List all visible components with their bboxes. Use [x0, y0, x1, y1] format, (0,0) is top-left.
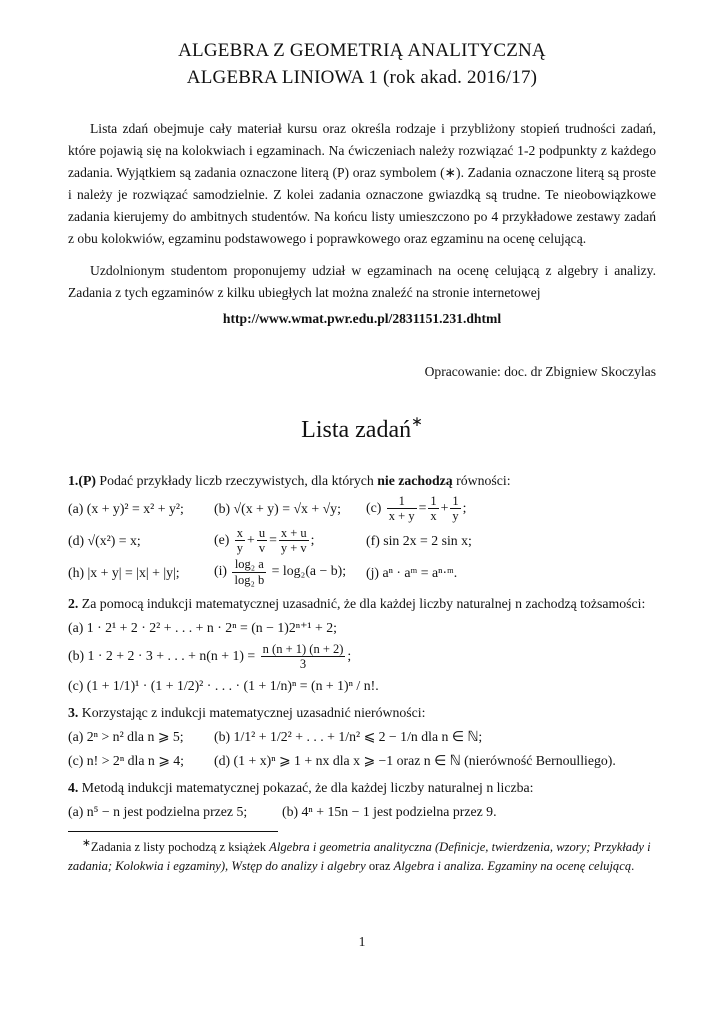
task-1h: (h) |x + y| = |x| + |y|; — [68, 564, 180, 580]
footnote-mark: ∗ — [82, 837, 91, 849]
task-1f: (f) sin 2x = 2 sin x; — [366, 532, 472, 548]
task-3a: (a) 2ⁿ > n² dla n ⩾ 5; — [68, 728, 184, 744]
footnote-text: . — [631, 859, 635, 874]
task-2b: (b) 1 · 2 + 2 · 3 + . . . + n(n + 1) = $\frac{n (n + 1) (n + 2)}{3}$ ; — [68, 641, 352, 672]
list-heading-text: Lista zadań — [301, 417, 412, 444]
numerator: u — [258, 525, 266, 540]
denominator: y + v — [280, 540, 307, 555]
task-2-text: Za pomocą indukcji matematycznej uzasadnić, że dla każdej liczby naturalnej n zachodzą tożsamości: — [78, 596, 646, 612]
author-line: Opracowanie: doc. dr Zbigniew Skoczylas — [424, 364, 656, 380]
numerator: n (n + 1) (n + 2) — [262, 641, 344, 656]
fraction — [235, 526, 245, 556]
task-3b — [214, 726, 482, 747]
task-2a: (a) 1 · 2¹ + 2 · 2² + . . . + n · 2ⁿ = (n − 1)2ⁿ⁺¹ + 2; — [68, 620, 337, 636]
fraction — [261, 642, 346, 672]
task-3-row-2 — [68, 749, 656, 771]
title-line-1: ALGEBRA Z GEOMETRIĄ ANALITYCZNĄ — [178, 40, 546, 61]
task-1c-label: (c) — [366, 499, 382, 515]
task-4a: (a) n⁵ − n jest podzielna przez 5; — [68, 804, 248, 820]
denominator: log₂ b — [234, 572, 265, 587]
task-3b-body: 1/1² + 1/2² + . . . + 1/n² ⩽ 2 − 1/n dla n ∈ ℕ; — [233, 728, 483, 744]
denominator: x — [430, 509, 437, 524]
task-4-number: 4. — [68, 780, 79, 796]
denominator: 3 — [299, 657, 307, 672]
task-2-number: 2. — [68, 596, 79, 612]
task-3-number: 3. — [68, 704, 79, 720]
task-4-text: Metodą indukcji matematycznej pokazać, że dla każdej liczby naturalnej n liczba: — [78, 780, 534, 796]
footnote-book-titles: Algebra i geometria analityczna (Definicje, twierdzenia, wzory; Przykłady i zadania; Kolokwia i egzaminy), Wstęp do analizy i algebry — [68, 839, 651, 874]
task-1-number: 1. — [68, 473, 79, 489]
numerator: x + u — [280, 525, 307, 540]
footnote-marker: ∗ — [411, 415, 423, 431]
task-2 — [68, 593, 656, 696]
page-number: 1 — [358, 934, 366, 949]
numerator: 1 — [387, 494, 417, 509]
task-1e-label: (e) — [214, 531, 230, 547]
footnote-text: Zadania z listy pochodzą z książek — [90, 839, 270, 854]
task-1d: (d) √(x²) = x; — [68, 532, 141, 548]
task-1j: (j) aⁿ · aᵐ = aⁿ·ᵐ. — [366, 564, 458, 580]
footnote-divider — [68, 831, 278, 832]
task-1i — [214, 557, 366, 587]
task-1 — [68, 470, 656, 587]
task-1i-label: (i) — [214, 563, 228, 579]
website-link[interactable]: http://www.wmat.pwr.edu.pl/2831151.231.dhtml — [222, 311, 502, 327]
task-1e: (e) $\frac{x}{y}$ + $\frac{u}{v}$ = $\frac{x + u}{y + v}$ ; — [214, 525, 315, 555]
task-3c: (c) n! > 2ⁿ dla n ⩾ 4; — [68, 752, 185, 768]
task-2c: (c) (1 + 1/1)¹ · (1 + 1/2)² · . . . · (1 + 1/n)ⁿ = (n + 1)ⁿ / n!. — [68, 677, 379, 693]
footnote-text: oraz — [365, 859, 394, 874]
numerator: x — [236, 525, 244, 540]
task-1b: (b) √(x + y) = √x + √y; — [214, 501, 341, 517]
task-1a: (a) (x + y)² = x² + y²; — [68, 501, 184, 517]
list-heading — [68, 412, 656, 448]
task-1-emphasis: nie zachodzą — [377, 473, 453, 489]
title-line-2: ALGEBRA LINIOWA 1 (rok akad. 2016/17) — [186, 66, 538, 88]
fraction — [450, 494, 460, 524]
denominator: y — [236, 540, 244, 555]
task-1-statement — [68, 470, 656, 491]
denominator: v — [258, 540, 266, 555]
task-4b: (b) 4ⁿ + 15n − 1 jest podzielna przez 9. — [282, 804, 497, 820]
task-3b-label: (b) — [214, 728, 231, 744]
footnote — [68, 836, 656, 877]
denominator: x + y — [388, 509, 415, 524]
fraction — [279, 526, 309, 556]
task-3-text: Korzystając z indukcji matematycznej uzasadnić nierówności: — [78, 704, 426, 720]
task-3-statement — [68, 702, 656, 723]
task-1-text: Podać przykłady liczb rzeczywistych, dla których — [95, 473, 378, 489]
fraction — [387, 494, 417, 524]
task-1c: (c) $\frac{1}{x + y}$ = $\frac{1}{x}$ + $\frac{1}{y}$ ; — [366, 493, 467, 524]
intro-paragraph-2: Uzdolnionym studentom proponujemy udział w egzaminach na ocenę celującą z algebry i analizy. Zadania z tych egzaminów z kilku ubiegłych lat można znaleźć na stronie internetowej — [68, 263, 656, 301]
task-1-text-end: równości: — [452, 473, 511, 489]
task-1-row-2 — [68, 526, 656, 556]
task-1i-rest: = log₂(a − b); — [268, 563, 347, 579]
task-3 — [68, 702, 656, 771]
task-4 — [68, 777, 656, 822]
fraction — [428, 494, 438, 524]
task-1-row-3 — [68, 557, 656, 587]
document-title — [68, 38, 656, 92]
numerator: 1 — [452, 493, 459, 508]
intro-paragraph-1: Lista zdań obejmuje cały materiał kursu oraz określa rodzaje i przybliżony stopień trudności zadań, które pojawią się na kolokwiach i egzaminach. Na ćwiczeniach należy rozwiązać 1-2 podpunkty z każdego zadania. Wyjątkiem są zadania oznaczone literą (P) oraz symbolem (∗). Zadania oznaczone literą są proste i należy je rozwiązać samodzielnie. Z kolei zadania oznaczone gwiazdką są trudne. Te nieobowiązkowe zadania kierujemy do ambitnych studentów. Na końcu listy umieszczono po 4 przykładowe zestawy zadań z obu kolokwiów, egzaminu podstawowego i poprawkowego oraz egzaminu na ocenę celującą. — [68, 120, 656, 247]
task-3-row-1 — [68, 725, 656, 747]
task-4-row — [68, 801, 656, 823]
fraction — [232, 557, 266, 587]
task-2-statement — [68, 593, 656, 614]
footnote-book-title: Algebra i analiza. Egzaminy na ocenę celującą — [393, 859, 632, 874]
fraction — [257, 526, 267, 556]
task-4-statement — [68, 777, 656, 798]
task-list — [68, 470, 656, 822]
numerator: log₂ a — [232, 557, 266, 572]
task-1-row-1 — [68, 494, 656, 524]
numerator: 1 — [430, 493, 437, 508]
intro-section — [68, 118, 656, 330]
task-1-tag: (P) — [78, 473, 96, 489]
task-2b-left: (b) 1 · 2 + 2 · 3 + . . . + n(n + 1) = — [68, 647, 256, 663]
denominator: y — [452, 509, 459, 524]
task-3d: (d) (1 + x)ⁿ ⩾ 1 + nx dla x ⩾ −1 oraz n ∈ ℕ (nierówność Bernoulliego). — [214, 752, 616, 768]
